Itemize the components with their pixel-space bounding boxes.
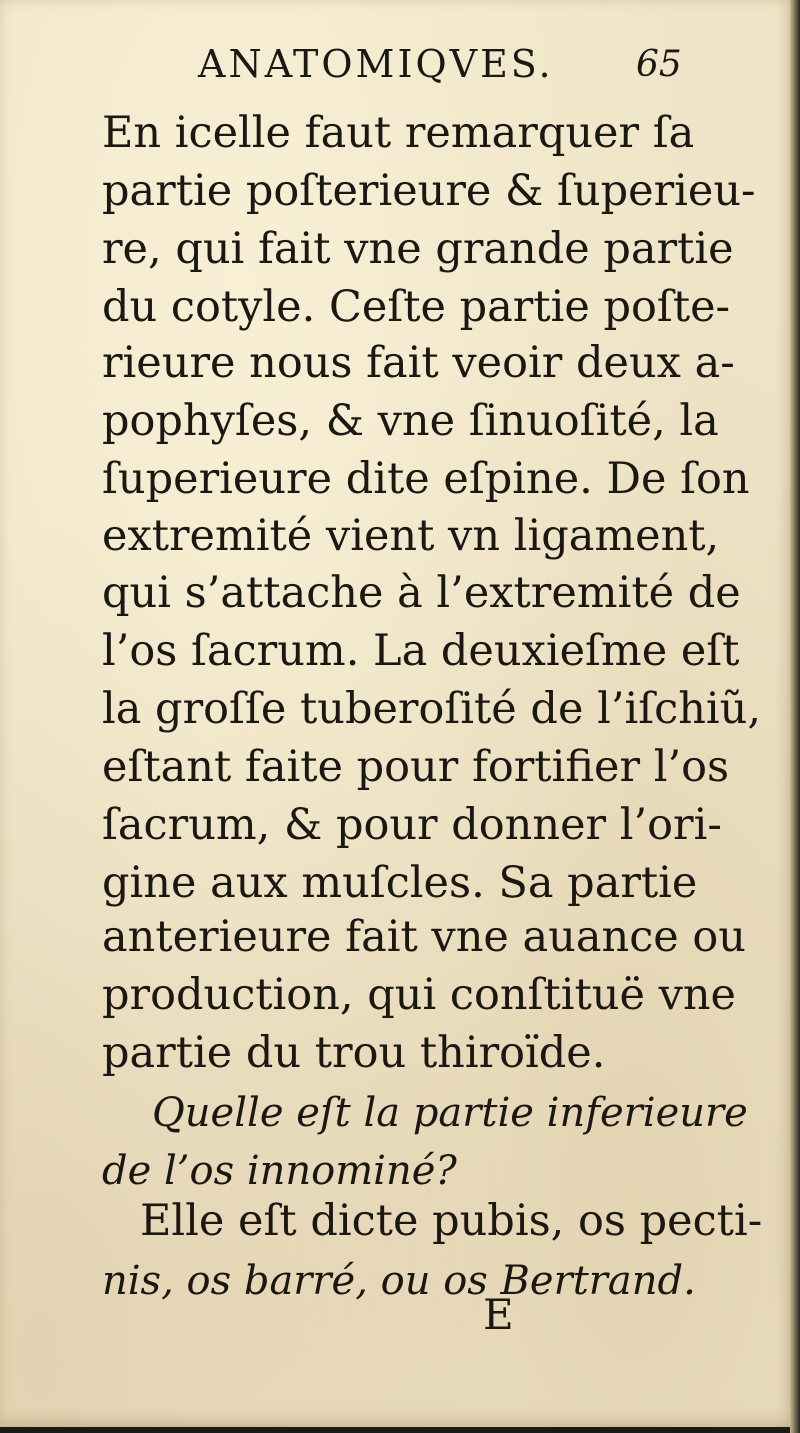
body-line: du cotyle. Ceſte partie poſte-: [102, 282, 731, 332]
body-line: ſacrum, & pour donner l’ori-: [102, 800, 722, 850]
question-line: Quelle eſt la partie inferieure: [152, 1090, 748, 1136]
answer-line: Elle eſt dicte pubis, os pecti-: [140, 1196, 763, 1246]
body-line: gine aux muſcles. Sa partie: [102, 858, 698, 908]
body-line: extremité vient vn ligament,: [102, 511, 720, 561]
body-line: production, qui conſtituë vne: [102, 970, 736, 1020]
body-line: pophyſes, & vne ſinuoſité, la: [102, 396, 719, 446]
page-number: 65: [636, 44, 682, 85]
body-line: anterieure fait vne auance ou: [102, 912, 746, 962]
book-spine-edge: [790, 0, 800, 1433]
answer-line: nis, os barré, ou os Bertrand.: [102, 1258, 696, 1304]
body-line: En icelle faut remarquer ſa: [102, 108, 695, 158]
body-line: re, qui fait vne grande partie: [102, 224, 734, 274]
body-line: qui s’attache à l’extremité de: [102, 568, 741, 618]
body-line: ſuperieure dite eſpine. De ſon: [102, 454, 750, 504]
running-header: ANATOMIQVES.: [198, 42, 554, 86]
body-line: eſtant faite pour fortifier l’os: [102, 742, 730, 792]
signature-mark: E: [483, 1290, 514, 1339]
body-line: partie du trou thiroïde.: [102, 1028, 606, 1078]
question-line: de l’os innominé?: [102, 1148, 457, 1194]
body-line: partie poſterieure & ſuperieu-: [102, 166, 756, 216]
body-line: rieure nous fait veoir deux a-: [102, 338, 735, 388]
body-line: l’os ſacrum. La deuxieſme eſt: [102, 626, 740, 676]
body-line: la groſſe tuberoſité de l’iſchiũ,: [102, 684, 762, 734]
